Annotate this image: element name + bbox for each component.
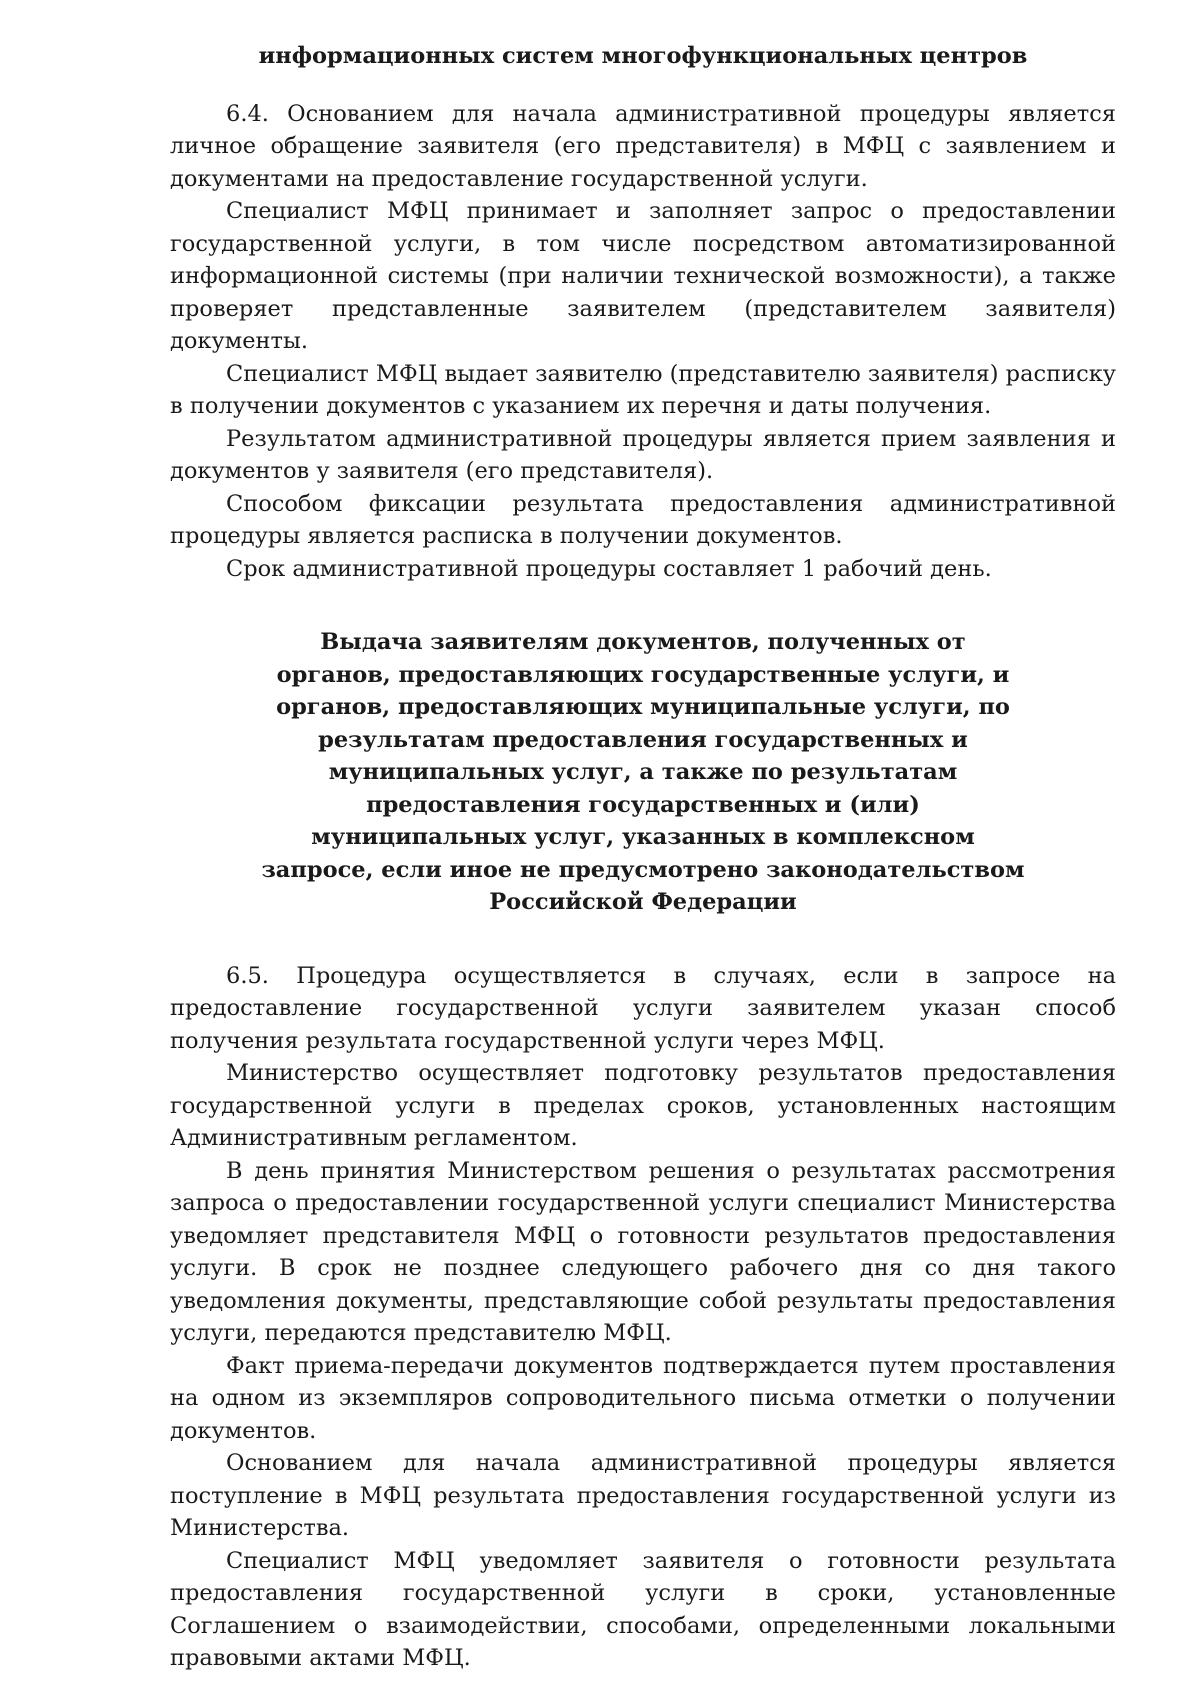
paragraph: В день принятия Министерством решения о результатах рассмотрения запроса о предоставлении государственной услуги специалист Министерства уведомляет представителя МФЦ о готовности результатов предоставления услуги. В срок не позднее следующего рабочего дня со дня такого уведомления документы, представляющие собой результаты предоставления услуги, передаются представителю МФЦ. (170, 1157, 1116, 1346)
paragraph: Основанием для начала административной процедуры является поступление в МФЦ результата предоставления государственной услуги из Министерства. (170, 1450, 1116, 1541)
paragraph: Срок административной процедуры составляет 1 рабочий день. (226, 555, 992, 582)
paragraph: Специалист МФЦ принимает и заполняет запрос о предоставлении государственной услуги, в том числе посредством автоматизированной информационной системы (при наличии технической возможности), а также проверяет представленные заявителем (представителем заявителя) документы. (170, 198, 1116, 354)
paragraph: Министерство осуществляет подготовку результатов предоставления государственной услуги в пределах сроков, установленных настоящим Административным регламентом. (170, 1060, 1116, 1151)
paragraph: Способом фиксации результата предоставления административной процедуры является расписка в получении документов. (170, 490, 1116, 549)
paragraph-6-4: 6.4. Основанием для начала административной процедуры является личное обращение заявителя (его представителя) в МФЦ с заявлением и документами на предоставление государственной услуги. (170, 100, 1116, 192)
paragraph: Специалист МФЦ выдает заявителю (представителю заявителя) расписку в получении документов с указанием их перечня и даты получения. (170, 360, 1116, 419)
paragraph: Специалист МФЦ уведомляет заявителя о готовности результата предоставления государственной услуги в сроки, установленные Соглашением о взаимодействии, способами, определенными локальными правовыми актами МФЦ. (170, 1547, 1116, 1671)
top-heading: информационных систем многофункциональных центров (258, 43, 1028, 69)
paragraph: Результатом административной процедуры является прием заявления и документов у заявителя (его представителя). (170, 425, 1116, 484)
paragraph-6-5: 6.5. Процедура осуществляется в случаях, если в запросе на предоставление государственной услуги заявителем указан способ получения результата государственной услуги через МФЦ. (170, 962, 1116, 1054)
document-page (170, 40, 1116, 1675)
section-heading: Выдача заявителям документов, полученных от органов, предоставляющих государственные услуги, и органов, предоставляющих муниципальные услуги, по результатам предоставления государственных и муниципальных услуг, а также по результатам предоставления государственных и (или) муниципальных услуг, указанных в комплексном запросе, если иное не предусмотрено законодательством Российской Федерации (261, 629, 1025, 915)
paragraph: Факт приема-передачи документов подтверждается путем проставления на одном из экземпляров сопроводительного письма отметки о получении документов. (170, 1352, 1116, 1444)
